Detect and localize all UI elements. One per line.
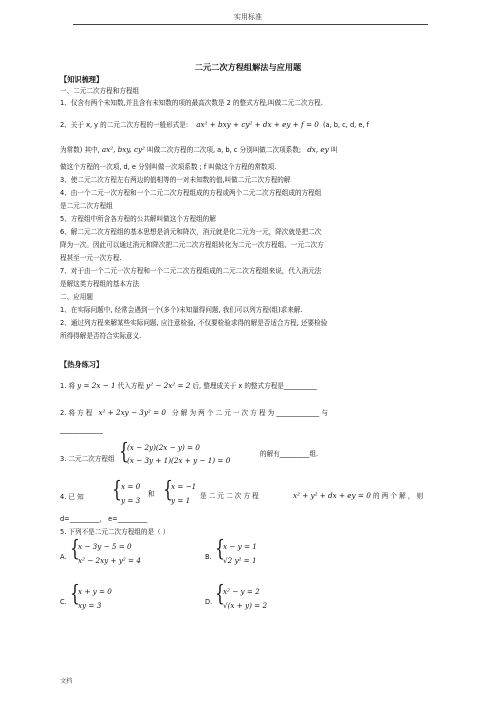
knowledge-item-2-intro	[60, 120, 369, 130]
option-a-label: A.	[60, 553, 67, 561]
q4-solution-1-y: y = 3	[121, 496, 141, 505]
q2-blank: _____________	[60, 426, 103, 434]
item-2-text-2: 为常数) 其中,	[60, 146, 100, 154]
knowledge-item-2-end: 做这个方程的一次项, d, e 分别叫做一次项系数 ; f 叫做这个方程的常数项.	[60, 163, 277, 171]
item-2-text: 2、关于 x, y 的二元二次方程的一般形式是:	[60, 121, 189, 129]
section-two-title: 二、应用题	[60, 293, 93, 301]
q4-solution-1-x: x = 0	[121, 482, 141, 491]
knowledge-item-7b: 是解这类方程组的基本方法	[60, 280, 140, 288]
q3-brace: {	[119, 440, 129, 465]
option-b-line-2: √2 y² = 1	[223, 556, 257, 565]
knowledge-item-6a: 6、解二元二次方程组的基本思想是消元和降次，消元就是化二元为一元，降次就是把二次	[60, 228, 322, 236]
option-c-label: C.	[60, 598, 67, 606]
option-d-label: D.	[205, 598, 213, 606]
option-b-line-1: x − y = 1	[223, 542, 257, 551]
option-d-brace: {	[215, 582, 225, 607]
q1-text-3: 后, 整理成关于 x 的整式方程是__________	[192, 382, 317, 390]
q3-equation-1: (x − 2y)(2x − y) = 0	[127, 443, 200, 452]
question-1	[60, 381, 317, 391]
section-one-title: 一、二元二次方程和方程组	[60, 87, 140, 95]
option-b-label: B.	[205, 553, 212, 561]
q4-equation: x² + y² + dx + ey = 0	[293, 491, 371, 500]
item-2-constants: (a, b, c, d, e, f	[322, 121, 369, 129]
q4-solution-2-y: y = 1	[171, 496, 191, 505]
option-c-line-2: xy = 3	[78, 601, 102, 610]
application-item-2b: 所得得解是否符合实际意义.	[60, 332, 142, 340]
option-c-brace: {	[70, 582, 80, 607]
option-a-line-2: x² − 2xy + y² = 4	[78, 556, 141, 565]
knowledge-item-7a: 7、对于由一个二元一次方程和一个二元二次方程组成的二元二次方程组来说，代入消元法	[60, 267, 322, 275]
item-2-text-4: 叫	[330, 146, 338, 154]
knowledge-item-5: 5、方程组中所含各方程的公共解叫做这个方程组的解	[60, 215, 216, 223]
knowledge-item-1: 1、仅含有两个未知数,并且含有未知数的项的最高次数是 2 的整式方程,叫做二元二次方程.	[60, 99, 323, 107]
question-2	[60, 408, 328, 418]
option-c-line-1: x + y = 0	[78, 587, 112, 596]
document-title: 二元二次方程组解法与应用题	[194, 62, 302, 72]
q3-text-1: 3. 二元二次方程组	[60, 455, 115, 463]
page-header: 实用标准	[234, 13, 262, 21]
q3-text-2: 的解有_________组.	[260, 450, 319, 458]
q4-and: 和	[148, 490, 155, 498]
q3-equation-2: (x − 3y + 1)(2x + y − 1) = 0	[127, 456, 231, 465]
knowledge-heading: 【知识梳理】	[60, 75, 104, 84]
knowledge-item-6c: 程甚至一元一次方程.	[60, 254, 122, 262]
option-a-brace: {	[70, 537, 80, 562]
header-rule	[73, 24, 428, 25]
q4-brace-2: {	[163, 478, 173, 503]
knowledge-item-3: 3、使二元二次方程左右两边的值相等的一对未知数的值,叫做二元二次方程的解	[60, 176, 291, 184]
q2-equation: x² + 2xy − 3y² = 0	[98, 408, 166, 417]
q2-text-2: 分 解 为 两 个 二 元 一 次 方 程 为 _____________ 与	[172, 409, 328, 417]
page-footer: 文档	[60, 678, 73, 685]
question-5: 5. 下列不是二元二次方程组的是（ ）	[60, 528, 170, 536]
q4-text-3: 的 两 个 解 ， 则	[373, 492, 424, 500]
general-form-equation: ax² + bxy + cy² + dx + ey + f = 0	[196, 120, 319, 129]
knowledge-item-4b: 是二元二次方程组	[60, 202, 113, 210]
quadratic-terms: ax², bxy, cy²	[101, 145, 145, 154]
option-d-line-2: √(x + y) = 2	[223, 601, 268, 610]
q4-text-1: 4. 已 知	[60, 493, 84, 501]
q4-answer-blanks: d=_________， e=_________	[60, 515, 148, 523]
knowledge-item-6b: 降为一次。因此可以通过消元和降次把二元二次方程组转化为二元一次方程组、一元二次方	[60, 241, 324, 249]
linear-terms: dx, ey	[307, 145, 329, 154]
option-b-brace: {	[215, 537, 225, 562]
option-a-line-1: x − 3y − 5 = 0	[78, 542, 132, 551]
q4-text-2: 是 二 元 二 次 方 程	[200, 492, 259, 500]
item-2-text-3: 叫做二次方程的二次项, a, b, c 分别叫做二次项系数;	[147, 146, 302, 154]
application-item-1: 1、在实际问题中, 经常会遇到一个(多个)未知量得问题, 我们可以列方程(组)求来解.	[60, 306, 303, 314]
q1-substitution: y = 2x − 1	[77, 381, 116, 390]
application-item-2a: 2、通过列方程来解某些实际问题, 应注意检验, 不仅要检验求得的解是否适合方程, 还要检验	[60, 319, 328, 327]
q4-solution-2-x: x = −1	[171, 482, 197, 491]
practice-heading: 【热身练习】	[60, 360, 104, 369]
knowledge-item-4a: 4、由一个二元一次方程和一个二元二次方程组成的方程或两个二元二次方程组成的方程组	[60, 189, 322, 197]
q1-text-2: 代入方程	[117, 382, 145, 390]
option-d-line-1: x² − y = 2	[223, 587, 260, 596]
knowledge-item-2-cont	[60, 145, 337, 155]
q1-equation: y² − 2x² = 2	[146, 381, 191, 390]
q1-text-1: 1. 将	[60, 382, 75, 390]
q2-text-1: 2. 将 方 程	[60, 409, 93, 417]
q4-brace-1: {	[112, 478, 122, 503]
